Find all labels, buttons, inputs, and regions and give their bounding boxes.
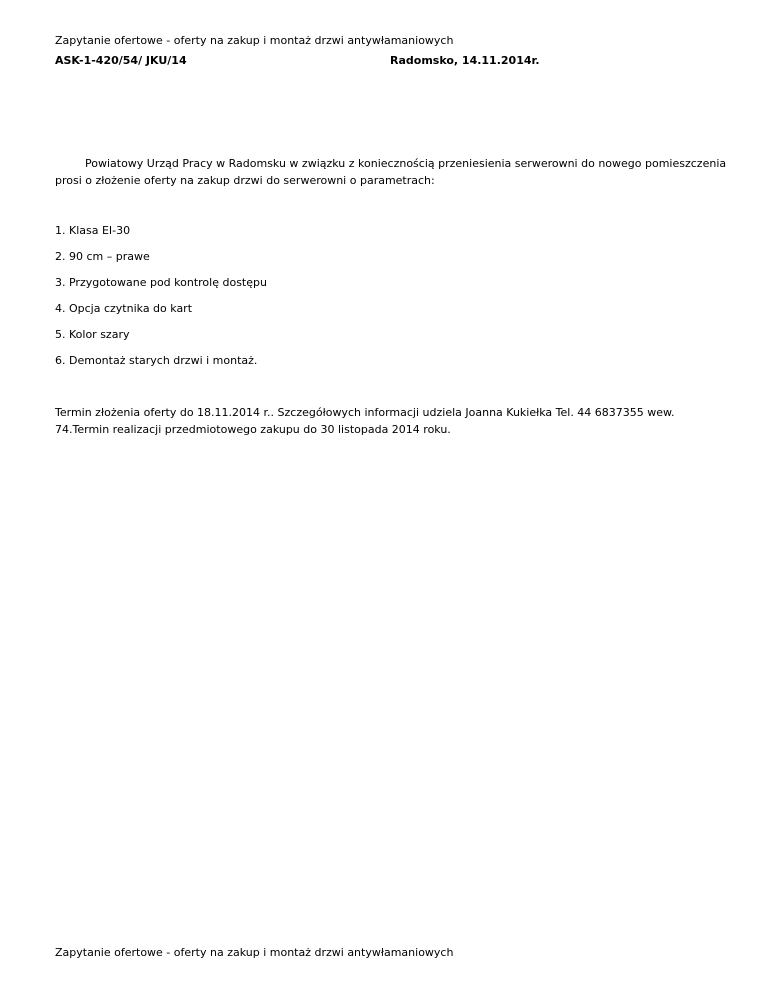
terms-line-2: 74.Termin realizacji przedmiotowego zakupu do 30 listopada 2014 roku. xyxy=(55,423,451,436)
terms-line-1: Termin złożenia oferty do 18.11.2014 r.. Szczegółowych informacji udziela Joanna Kukiełka Tel. 44 6837355 wew. xyxy=(55,406,675,419)
page-header: Zapytanie ofertowe - oferty na zakup i montaż drzwi antywłamaniowych xyxy=(55,34,454,47)
intro-line-2: prosi o złożenie oferty na zakup drzwi do serwerowni o parametrach: xyxy=(55,174,435,187)
requirement-item: 6. Demontaż starych drzwi i montaż. xyxy=(55,354,258,367)
requirement-item: 5. Kolor szary xyxy=(55,328,130,341)
reference-number: ASK-1-420/54/ JKU/14 xyxy=(55,54,187,67)
terms-paragraph xyxy=(55,404,735,438)
intro-paragraph xyxy=(55,155,727,189)
requirement-item: 3. Przygotowane pod kontrolę dostępu xyxy=(55,276,267,289)
requirement-item: 1. Klasa EI-30 xyxy=(55,224,131,237)
place-and-date: Radomsko, 14.11.2014r. xyxy=(390,54,540,67)
intro-line-1: Powiatowy Urząd Pracy w Radomsku w związku z koniecznością przeniesienia serwerowni do nowego pomieszczenia xyxy=(85,157,727,170)
requirement-item: 4. Opcja czytnika do kart xyxy=(55,302,193,315)
requirement-item: 2. 90 cm – prawe xyxy=(55,250,150,263)
page-footer: Zapytanie ofertowe - oferty na zakup i montaż drzwi antywłamaniowych xyxy=(55,946,454,959)
